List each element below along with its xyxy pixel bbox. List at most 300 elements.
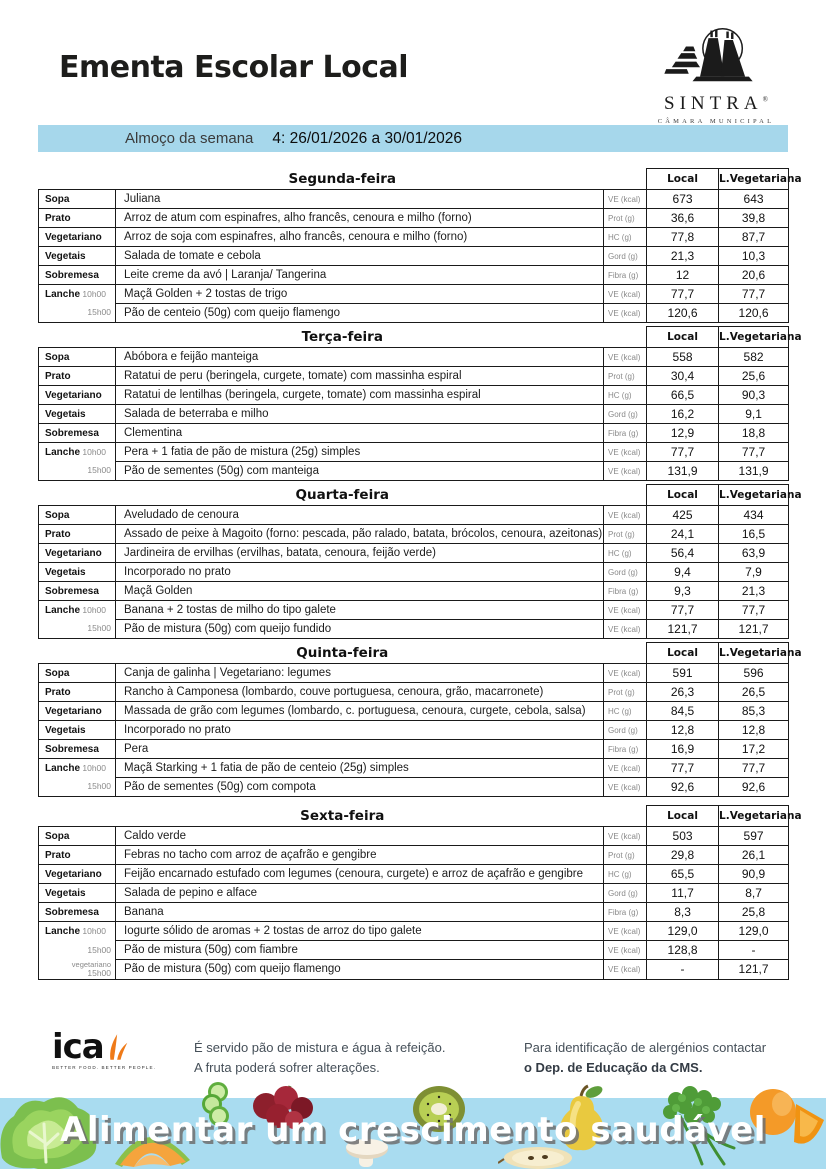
value-local: 9,4 — [647, 563, 719, 582]
day-title: Terça-feira — [301, 328, 383, 345]
time-label: 10h00 — [80, 762, 107, 773]
registered-mark: ® — [762, 95, 768, 104]
menu-item-description: Iogurte sólido de aromas + 2 tostas de arroz do tipo galete — [116, 922, 604, 941]
category-label: Prato — [45, 528, 71, 540]
day-title: Sexta-feira — [300, 807, 385, 824]
value-local: 24,1 — [647, 525, 719, 544]
menu-item-description: Arroz de soja com espinafres, alho francês, cenoura e milho (forno) — [116, 228, 604, 247]
value-local: 16,9 — [647, 740, 719, 759]
value-vegetarian: 7,9 — [719, 563, 789, 582]
category-label: Prato — [45, 370, 71, 382]
week-banner — [38, 125, 788, 152]
value-local: 425 — [647, 506, 719, 525]
nutrient-label: Prot (g) — [604, 209, 647, 228]
row-category-label — [39, 582, 116, 601]
time-label: 15h00 — [87, 944, 111, 955]
value-vegetarian: 582 — [719, 348, 789, 367]
menu-item-description: Rancho à Camponesa (lombardo, couve portuguesa, cenoura, grão, macarronete) — [116, 683, 604, 702]
value-vegetarian: 121,7 — [719, 960, 789, 980]
nutrient-label: Prot (g) — [604, 846, 647, 865]
category-label: Sopa — [45, 351, 70, 363]
menu-item-description: Assado de peixe à Magoito (forno: pescada, pão ralado, batata, brócolos, cenoura, azeitonas) — [116, 525, 604, 544]
value-vegetarian: 26,5 — [719, 683, 789, 702]
nutrient-label: VE (kcal) — [604, 778, 647, 797]
time-label: 15h00 — [87, 781, 111, 792]
value-vegetarian: 18,8 — [719, 424, 789, 443]
value-vegetarian: 21,3 — [719, 582, 789, 601]
menu-item-description: Abóbora e feijão manteiga — [116, 348, 604, 367]
menu-item-description: Febras no tacho com arroz de açafrão e gengibre — [116, 846, 604, 865]
column-header-local: Local — [647, 806, 719, 827]
sintra-palace-icon — [651, 24, 781, 86]
menu-row — [39, 405, 789, 424]
value-local: 128,8 — [647, 941, 719, 960]
allergy-contact-note — [524, 1038, 766, 1078]
menu-row — [39, 827, 789, 846]
day-menu-table — [38, 805, 802, 980]
value-local: 12,8 — [647, 721, 719, 740]
ica-logo — [52, 1027, 182, 1070]
menu-row — [39, 778, 789, 797]
note-line-1: É servido pão de mistura e água à refeição. — [194, 1040, 446, 1055]
menu-item-description: Canja de galinha | Vegetariano: legumes — [116, 664, 604, 683]
menu-row — [39, 903, 789, 922]
menu-item-description: Aveludado de cenoura — [116, 506, 604, 525]
menu-row — [39, 664, 789, 683]
category-label: Lanche — [45, 762, 81, 774]
nutrient-label: HC (g) — [604, 865, 647, 884]
value-vegetarian: 643 — [719, 190, 789, 209]
row-category-label — [39, 386, 116, 405]
value-vegetarian: 17,2 — [719, 740, 789, 759]
day-menu-table — [38, 484, 802, 639]
row-category-label — [39, 247, 116, 266]
row-category-label — [39, 683, 116, 702]
nutrient-label: Prot (g) — [604, 683, 647, 702]
row-time-label — [39, 778, 116, 797]
nutrient-label: Gord (g) — [604, 884, 647, 903]
day-menu-table — [38, 642, 802, 797]
menu-item-description: Arroz de atum com espinafres, alho francês, cenoura e milho (forno) — [116, 209, 604, 228]
row-category-label — [39, 601, 116, 620]
row-category-label — [39, 209, 116, 228]
category-label: Lanche — [45, 446, 81, 458]
sintra-logo-name — [648, 93, 784, 115]
menu-row — [39, 386, 789, 405]
category-label: Prato — [45, 686, 71, 698]
day-header-row — [39, 643, 789, 664]
value-local: 21,3 — [647, 247, 719, 266]
row-time-label — [39, 620, 116, 639]
menu-row — [39, 525, 789, 544]
menu-row — [39, 190, 789, 209]
row-category-label — [39, 544, 116, 563]
day-menu-table — [38, 326, 802, 481]
column-header-vegetarian: L.Vegetariana — [719, 806, 789, 827]
column-header-local: Local — [647, 643, 719, 664]
menu-item-description: Salada de tomate e cebola — [116, 247, 604, 266]
value-local: 66,5 — [647, 386, 719, 405]
row-category-label — [39, 266, 116, 285]
nutrient-label: HC (g) — [604, 702, 647, 721]
row-category-label — [39, 846, 116, 865]
menu-row — [39, 941, 789, 960]
menu-item-description: Pão de mistura (50g) com fiambre — [116, 941, 604, 960]
slogan-text: Alimentar um crescimento saudável — [60, 1110, 766, 1150]
nutrient-label: VE (kcal) — [604, 922, 647, 941]
nutrient-label: Fibra (g) — [604, 582, 647, 601]
time-label: 10h00 — [80, 604, 107, 615]
nutrient-label: Gord (g) — [604, 247, 647, 266]
value-vegetarian: 63,9 — [719, 544, 789, 563]
category-label: Sobremesa — [45, 585, 99, 597]
nutrient-label: VE (kcal) — [604, 601, 647, 620]
menu-item-description: Juliana — [116, 190, 604, 209]
menu-row — [39, 922, 789, 941]
nutrient-label: VE (kcal) — [604, 348, 647, 367]
day-header-row — [39, 327, 789, 348]
nutrient-label: Gord (g) — [604, 563, 647, 582]
row-category-label — [39, 664, 116, 683]
menu-item-description: Ratatui de peru (beringela, curgete, tomate) com massinha espiral — [116, 367, 604, 386]
sintra-wordmark: SINTRA — [664, 93, 763, 114]
menu-row — [39, 266, 789, 285]
value-vegetarian: 8,7 — [719, 884, 789, 903]
category-label: Sobremesa — [45, 269, 99, 281]
menu-item-description: Pão de mistura (50g) com queijo flamengo — [116, 960, 604, 980]
value-vegetarian: 596 — [719, 664, 789, 683]
value-vegetarian: 20,6 — [719, 266, 789, 285]
day-header-row — [39, 485, 789, 506]
menu-item-description: Incorporado no prato — [116, 563, 604, 582]
value-local: 65,5 — [647, 865, 719, 884]
menu-row — [39, 348, 789, 367]
value-local: 77,7 — [647, 759, 719, 778]
value-local: 129,0 — [647, 922, 719, 941]
menu-item-description: Pera — [116, 740, 604, 759]
value-vegetarian: 120,6 — [719, 304, 789, 323]
allergy-line-1: Para identificação de alergénios contactar — [524, 1040, 767, 1055]
value-local: 26,3 — [647, 683, 719, 702]
value-local: 131,9 — [647, 462, 719, 481]
value-vegetarian: 39,8 — [719, 209, 789, 228]
menu-row — [39, 285, 789, 304]
nutrient-label: HC (g) — [604, 544, 647, 563]
category-label: Sopa — [45, 830, 70, 842]
value-local: 84,5 — [647, 702, 719, 721]
nutrient-label: VE (kcal) — [604, 462, 647, 481]
menu-item-description: Clementina — [116, 424, 604, 443]
nutrient-label: Fibra (g) — [604, 903, 647, 922]
menu-row — [39, 960, 789, 980]
category-label: Vegetariano — [45, 389, 102, 401]
value-local: 12 — [647, 266, 719, 285]
day-header-row — [39, 169, 789, 190]
value-local: 503 — [647, 827, 719, 846]
value-local: - — [647, 960, 719, 980]
category-label: Vegetariano — [45, 547, 102, 559]
value-vegetarian: 77,7 — [719, 759, 789, 778]
nutrient-label: Gord (g) — [604, 405, 647, 424]
value-vegetarian: 77,7 — [719, 285, 789, 304]
menu-item-description: Jardineira de ervilhas (ervilhas, batata, cenoura, feijão verde) — [116, 544, 604, 563]
time-label: 15h00 — [87, 307, 111, 318]
row-category-label — [39, 367, 116, 386]
nutrient-label: VE (kcal) — [604, 620, 647, 639]
value-local: 9,3 — [647, 582, 719, 601]
category-label: Lanche — [45, 925, 81, 937]
day-title: Quinta-feira — [296, 644, 389, 661]
day-title-cell — [39, 643, 647, 664]
day-menu-table — [38, 168, 802, 323]
menu-row — [39, 209, 789, 228]
row-category-label — [39, 759, 116, 778]
value-local: 16,2 — [647, 405, 719, 424]
nutrient-label: Prot (g) — [604, 367, 647, 386]
menu-row — [39, 702, 789, 721]
value-vegetarian: 10,3 — [719, 247, 789, 266]
column-header-vegetarian: L.Vegetariana — [719, 643, 789, 664]
day-title-cell — [39, 169, 647, 190]
time-label: 15h00 — [87, 967, 111, 978]
nutrient-label: VE (kcal) — [604, 759, 647, 778]
column-header-vegetarian: L.Vegetariana — [719, 485, 789, 506]
value-vegetarian: 16,5 — [719, 525, 789, 544]
row-category-label — [39, 190, 116, 209]
ica-tagline: BETTER FOOD. BETTER PEOPLE. — [52, 1065, 156, 1070]
row-category-label — [39, 721, 116, 740]
row-category-label — [39, 884, 116, 903]
row-category-label — [39, 827, 116, 846]
meal-notes — [194, 1038, 445, 1078]
menu-row — [39, 506, 789, 525]
category-label: Prato — [45, 849, 71, 861]
menu-item-description: Pão de sementes (50g) com manteiga — [116, 462, 604, 481]
category-label: Vegetais — [45, 724, 86, 736]
menu-row — [39, 620, 789, 639]
time-label: 10h00 — [80, 446, 107, 457]
category-label: Vegetais — [45, 566, 86, 578]
nutrient-label: Fibra (g) — [604, 740, 647, 759]
row-category-label — [39, 405, 116, 424]
value-local: 8,3 — [647, 903, 719, 922]
nutrient-label: Gord (g) — [604, 721, 647, 740]
nutrient-label: VE (kcal) — [604, 827, 647, 846]
category-label: Prato — [45, 212, 71, 224]
column-header-vegetarian: L.Vegetariana — [719, 169, 789, 190]
value-vegetarian: 129,0 — [719, 922, 789, 941]
menu-item-description: Pão de sementes (50g) com compota — [116, 778, 604, 797]
row-category-label — [39, 702, 116, 721]
nutrient-label: HC (g) — [604, 228, 647, 247]
nutrient-label: Fibra (g) — [604, 424, 647, 443]
category-label: Vegetais — [45, 887, 86, 899]
day-title: Segunda-feira — [288, 170, 397, 187]
time-prefix-label: vegetariano — [71, 959, 111, 969]
value-vegetarian: 9,1 — [719, 405, 789, 424]
menu-row — [39, 683, 789, 702]
day-header-row — [39, 806, 789, 827]
value-vegetarian: 92,6 — [719, 778, 789, 797]
note-line-2: A fruta poderá sofrer alterações. — [194, 1060, 380, 1075]
nutrient-label: VE (kcal) — [604, 664, 647, 683]
weekly-menu-tables — [38, 168, 802, 983]
time-label: 10h00 — [80, 925, 107, 936]
time-label: 15h00 — [87, 465, 111, 476]
menu-row — [39, 304, 789, 323]
value-local: 77,7 — [647, 601, 719, 620]
row-category-label — [39, 865, 116, 884]
menu-item-description: Maçã Starking + 1 fatia de pão de centeio (25g) simples — [116, 759, 604, 778]
value-local: 673 — [647, 190, 719, 209]
value-local: 12,9 — [647, 424, 719, 443]
row-category-label — [39, 506, 116, 525]
nutrient-label: Prot (g) — [604, 525, 647, 544]
value-vegetarian: 434 — [719, 506, 789, 525]
row-category-label — [39, 525, 116, 544]
category-label: Vegetariano — [45, 705, 102, 717]
value-vegetarian: 90,3 — [719, 386, 789, 405]
column-header-vegetarian: L.Vegetariana — [719, 327, 789, 348]
value-local: 29,8 — [647, 846, 719, 865]
menu-row — [39, 759, 789, 778]
day-title-cell — [39, 485, 647, 506]
day-title-cell — [39, 806, 647, 827]
column-header-local: Local — [647, 327, 719, 348]
value-local: 30,4 — [647, 367, 719, 386]
menu-item-description: Salada de pepino e alface — [116, 884, 604, 903]
menu-row — [39, 443, 789, 462]
row-category-label — [39, 443, 116, 462]
time-label: 15h00 — [87, 623, 111, 634]
nutrient-label: VE (kcal) — [604, 190, 647, 209]
row-category-label — [39, 228, 116, 247]
time-label: 10h00 — [80, 288, 107, 299]
category-label: Sopa — [45, 667, 70, 679]
row-category-label — [39, 563, 116, 582]
nutrient-label: HC (g) — [604, 386, 647, 405]
row-time-label — [39, 941, 116, 960]
nutrient-label: VE (kcal) — [604, 443, 647, 462]
value-vegetarian: 77,7 — [719, 601, 789, 620]
row-time-label — [39, 304, 116, 323]
nutrient-label: VE (kcal) — [604, 941, 647, 960]
week-banner-label: Almoço da semana — [125, 130, 254, 147]
menu-item-description: Caldo verde — [116, 827, 604, 846]
menu-item-description: Pão de mistura (50g) com queijo fundido — [116, 620, 604, 639]
day-title-cell — [39, 327, 647, 348]
category-label: Vegetariano — [45, 231, 102, 243]
value-local: 77,8 — [647, 228, 719, 247]
value-vegetarian: 77,7 — [719, 443, 789, 462]
menu-row — [39, 865, 789, 884]
menu-item-description: Maçã Golden + 2 tostas de trigo — [116, 285, 604, 304]
menu-row — [39, 721, 789, 740]
row-time-label — [39, 462, 116, 481]
category-label: Vegetais — [45, 250, 86, 262]
column-header-local: Local — [647, 169, 719, 190]
menu-row — [39, 563, 789, 582]
category-label: Vegetais — [45, 408, 86, 420]
menu-item-description: Incorporado no prato — [116, 721, 604, 740]
value-vegetarian: 597 — [719, 827, 789, 846]
menu-row — [39, 228, 789, 247]
menu-row — [39, 884, 789, 903]
category-label: Sopa — [45, 509, 70, 521]
nutrient-label: Fibra (g) — [604, 266, 647, 285]
value-vegetarian: 25,8 — [719, 903, 789, 922]
category-label: Sopa — [45, 193, 70, 205]
value-vegetarian: 90,9 — [719, 865, 789, 884]
value-vegetarian: 121,7 — [719, 620, 789, 639]
value-vegetarian: 87,7 — [719, 228, 789, 247]
menu-row — [39, 846, 789, 865]
value-vegetarian: 131,9 — [719, 462, 789, 481]
day-title: Quarta-feira — [295, 486, 389, 503]
menu-row — [39, 601, 789, 620]
category-label: Vegetariano — [45, 868, 102, 880]
value-vegetarian: - — [719, 941, 789, 960]
menu-item-description: Feijão encarnado estufado com legumes (cenoura, curgete) e arroz de açafrão e gengibre — [116, 865, 604, 884]
menu-item-description: Massada de grão com legumes (lombardo, c. portuguesa, cenoura, curgete, cebola, salsa) — [116, 702, 604, 721]
sintra-logo-subtitle: CÂMARA MUNICIPAL — [657, 118, 775, 125]
sintra-municipality-logo — [648, 24, 784, 125]
category-label: Sobremesa — [45, 743, 99, 755]
menu-row — [39, 367, 789, 386]
week-banner-range: 4: 26/01/2026 a 30/01/2026 — [272, 129, 463, 147]
value-local: 120,6 — [647, 304, 719, 323]
column-header-local: Local — [647, 485, 719, 506]
value-vegetarian: 26,1 — [719, 846, 789, 865]
category-label: Sobremesa — [45, 906, 99, 918]
ica-wordmark: ica — [52, 1027, 104, 1067]
allergy-line-2: o Dep. de Educação da CMS. — [524, 1060, 703, 1075]
nutrient-label: VE (kcal) — [604, 506, 647, 525]
menu-row — [39, 247, 789, 266]
row-category-label — [39, 285, 116, 304]
menu-row — [39, 582, 789, 601]
value-local: 36,6 — [647, 209, 719, 228]
menu-item-description: Leite creme da avó | Laranja/ Tangerina — [116, 266, 604, 285]
nutrient-label: VE (kcal) — [604, 304, 647, 323]
value-local: 77,7 — [647, 443, 719, 462]
menu-item-description: Pão de centeio (50g) com queijo flamengo — [116, 304, 604, 323]
menu-item-description: Banana + 2 tostas de milho do tipo galete — [116, 601, 604, 620]
value-local: 56,4 — [647, 544, 719, 563]
row-category-label — [39, 424, 116, 443]
menu-row — [39, 462, 789, 481]
value-local: 591 — [647, 664, 719, 683]
nutrient-label: VE (kcal) — [604, 285, 647, 304]
page-title: Ementa Escolar Local — [59, 50, 409, 85]
value-local: 11,7 — [647, 884, 719, 903]
row-category-label — [39, 903, 116, 922]
value-local: 121,7 — [647, 620, 719, 639]
value-vegetarian: 25,6 — [719, 367, 789, 386]
value-local: 77,7 — [647, 285, 719, 304]
menu-item-description: Banana — [116, 903, 604, 922]
row-category-label — [39, 740, 116, 759]
row-time-label — [39, 960, 116, 980]
menu-row — [39, 740, 789, 759]
value-local: 558 — [647, 348, 719, 367]
category-label: Lanche — [45, 604, 81, 616]
value-vegetarian: 12,8 — [719, 721, 789, 740]
menu-item-description: Maçã Golden — [116, 582, 604, 601]
category-label: Sobremesa — [45, 427, 99, 439]
row-category-label — [39, 922, 116, 941]
ica-flame-icon — [107, 1032, 129, 1062]
